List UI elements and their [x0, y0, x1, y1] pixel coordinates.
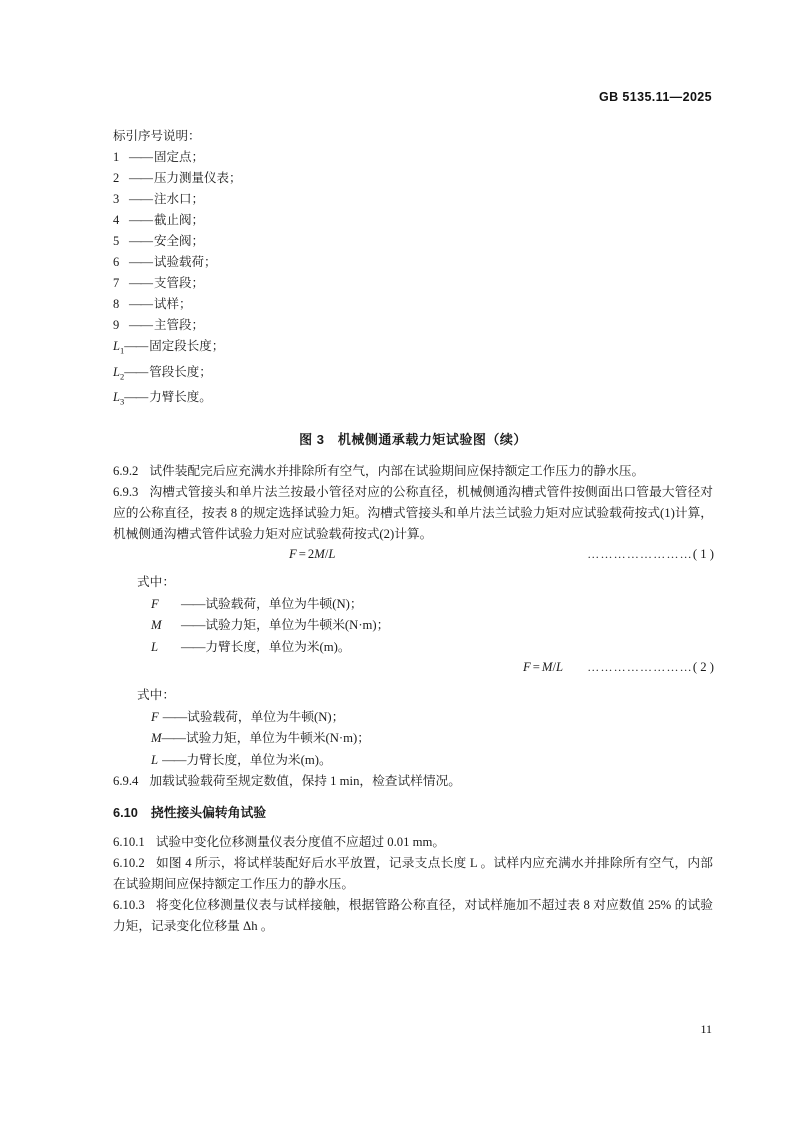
legend-item [113, 336, 713, 362]
formula-1-number: ( 1 ) [692, 547, 714, 562]
definition-dash: —— [181, 639, 205, 654]
figure-caption: 图 3 机械侧通承载力矩试验图（续） [299, 431, 527, 447]
formula-1-numerator: M [314, 547, 325, 562]
clause-text: 试验中变化位移测量仪表分度值不应超过 0.01 mm。 [155, 834, 446, 849]
definition-dash: —— [162, 752, 186, 767]
legend-key: 8 [113, 297, 120, 311]
definition-symbol: L [151, 639, 159, 654]
legend-text: 固定段长度； [149, 339, 225, 353]
formula-2-numerator: M [541, 660, 553, 675]
legend-text: 试样； [154, 297, 192, 311]
legend-text: 管段长度； [149, 364, 212, 379]
legend-text: 压力测量仪表； [154, 171, 242, 185]
legend-dash: —— [129, 297, 152, 311]
definition-symbol: F [151, 709, 159, 724]
legend-key-subscript: 2 [119, 371, 125, 381]
definition-symbol: L [151, 752, 159, 767]
legend-key-subscript: 3 [119, 396, 125, 407]
definition-item [151, 615, 713, 637]
formula-2-slash: / [552, 660, 557, 675]
legend-dash: —— [129, 234, 152, 248]
clause-text: 沟槽式管接头和单片法兰按最小管径对应的公称直径，机械侧通沟槽式管件按侧面出口管最大管径对应的公称直径，按表 8 的规定选择试验力矩。沟槽式管接头和单片法兰试验力矩对应试验载荷按式(1)计算，机械侧通沟槽式管件试验力矩对应试验载荷按式(2)计算。 [113, 484, 713, 542]
formula-2-equals: = [532, 660, 540, 675]
clause-number: 6.9.2 [113, 463, 139, 478]
formula-2-number: ( 2 ) [692, 660, 714, 675]
legend-text: 截止阀； [154, 213, 205, 227]
heading-title: 挠性接头偏转角试验 [150, 804, 267, 820]
legend-title: 标引序号说明： [113, 129, 201, 143]
legend-text: 注水口； [154, 192, 205, 206]
legend-dash: —— [124, 339, 148, 353]
legend-key-letter: L [113, 390, 120, 404]
definition-list-1 [113, 594, 713, 659]
clause-6-10-3 [113, 895, 713, 937]
clause-number: 6.9.3 [113, 484, 139, 499]
definition-text: 力臂长度，单位为米(m)。 [205, 639, 351, 654]
legend-key: 9 [113, 318, 120, 332]
figure-legend-list [113, 147, 713, 413]
heading-6-10 [113, 802, 713, 823]
legend-item [113, 362, 713, 388]
where-label-2: 式中： [137, 688, 176, 703]
legend-item [113, 387, 713, 413]
legend-key-subscript: 1 [119, 345, 125, 356]
clause-text: 试件装配完后应充满水并排除所有空气，内部在试验期间应保持额定工作压力的静水压。 [149, 463, 645, 478]
formula-1-lhs: F [289, 547, 297, 562]
legend-dash: —— [129, 150, 152, 164]
legend-dash: —— [124, 390, 148, 404]
clause-6-9-3 [113, 482, 713, 546]
legend-item [113, 168, 713, 189]
definition-item [151, 728, 713, 750]
clause-number: 6.10.2 [113, 855, 145, 870]
legend-item [113, 315, 713, 336]
formula-1-coefficient: 2 [307, 547, 315, 562]
legend-key: 6 [113, 255, 120, 269]
clause-6-9-4 [113, 771, 713, 792]
formula-1-leader: …………………… [587, 547, 693, 562]
definition-symbol: M [151, 731, 162, 746]
where-label-1: 式中： [137, 575, 176, 590]
legend-text: 力臂长度。 [149, 390, 212, 404]
legend-key: 7 [113, 276, 120, 290]
page-number: 11 [700, 1022, 712, 1036]
formula-2-denominator: L [556, 660, 564, 675]
definition-dash: —— [162, 709, 187, 724]
definition-text: 试验载荷，单位为牛顿(N)； [187, 709, 345, 724]
definition-text: 试验力矩，单位为牛顿米(N·m)； [205, 618, 390, 633]
legend-key: 1 [113, 150, 120, 164]
formula-2-lhs: F [523, 660, 531, 675]
formula-1-denominator: L [328, 547, 336, 562]
legend-dash: —— [129, 276, 152, 290]
legend-item [113, 273, 713, 294]
formula-1-tag-group [587, 547, 714, 562]
clause-number: 6.9.4 [113, 774, 139, 789]
definition-symbol: M [151, 618, 162, 633]
clause-number: 6.10.1 [113, 834, 145, 849]
definition-text: 试验载荷，单位为牛顿(N)； [205, 596, 363, 611]
clause-text: 如图 4 所示，将试样装配好后水平放置，记录支点长度 L 。试样内应充满水并排除所有空气，内部在试验期间应保持额定工作压力的静水压。 [113, 855, 713, 891]
definition-item [151, 750, 713, 772]
definition-symbol: F [151, 596, 159, 611]
legend-key: 3 [113, 192, 120, 206]
legend-text: 试验载荷； [154, 255, 217, 269]
legend-key [113, 336, 124, 362]
legend-item [113, 252, 713, 273]
legend-dash: —— [129, 192, 152, 206]
legend-dash: —— [124, 364, 148, 379]
clause-6-10-1 [113, 832, 713, 853]
legend-item [113, 231, 713, 252]
formula-2-tag-group [587, 660, 714, 675]
running-header-standard-code: GB 5135.11—2025 [598, 90, 712, 104]
legend-text: 支管段； [154, 276, 205, 290]
legend-text: 主管段； [154, 318, 205, 332]
legend-item [113, 210, 713, 231]
definition-item [151, 637, 713, 659]
legend-dash: —— [129, 213, 152, 227]
legend-text: 安全阀； [154, 234, 205, 248]
clause-6-10-2 [113, 853, 713, 895]
definition-text: 力臂长度，单位为米(m)。 [186, 752, 332, 767]
legend-key-letter: L [113, 364, 120, 379]
legend-item [113, 294, 713, 315]
definition-dash: —— [161, 731, 185, 746]
legend-key [113, 362, 124, 388]
definition-text: 试验力矩，单位为牛顿米(N·m)； [185, 731, 370, 746]
clause-6-9-2 [113, 461, 713, 482]
legend-item [113, 147, 713, 168]
definition-item [151, 594, 713, 616]
formula-1-slash: / [324, 547, 329, 562]
legend-item [113, 189, 713, 210]
formula-2-leader: …………………… [587, 660, 693, 675]
page-content [113, 126, 713, 938]
legend-key: 4 [113, 213, 120, 227]
legend-key-letter: L [113, 339, 120, 353]
legend-text: 固定点； [154, 150, 205, 164]
clause-text: 加载试验载荷至规定数值，保持 1 min，检查试样情况。 [149, 774, 461, 789]
definition-dash: —— [181, 596, 205, 611]
formula-1-equals: = [298, 547, 306, 562]
clause-number: 6.10.3 [113, 898, 145, 913]
definition-item [151, 707, 713, 729]
legend-key: 5 [113, 234, 120, 248]
legend-key [113, 387, 124, 413]
formula-2-expression [523, 660, 563, 675]
formula-2-row [113, 660, 713, 684]
definition-dash: —— [181, 618, 205, 633]
formula-1-row [113, 547, 713, 571]
legend-dash: —— [129, 255, 152, 269]
definition-list-2 [113, 707, 713, 772]
legend-key: 2 [113, 171, 120, 185]
formula-1-expression [289, 547, 335, 562]
heading-number: 6.10 [113, 804, 138, 820]
legend-dash: —— [129, 171, 152, 185]
clause-text: 将变化位移测量仪表与试样接触，根据管路公称直径，对试样施加不超过表 8 对应数值 25% 的试验力矩，记录变化位移量 Δh 。 [113, 898, 713, 934]
legend-dash: —— [129, 318, 152, 332]
